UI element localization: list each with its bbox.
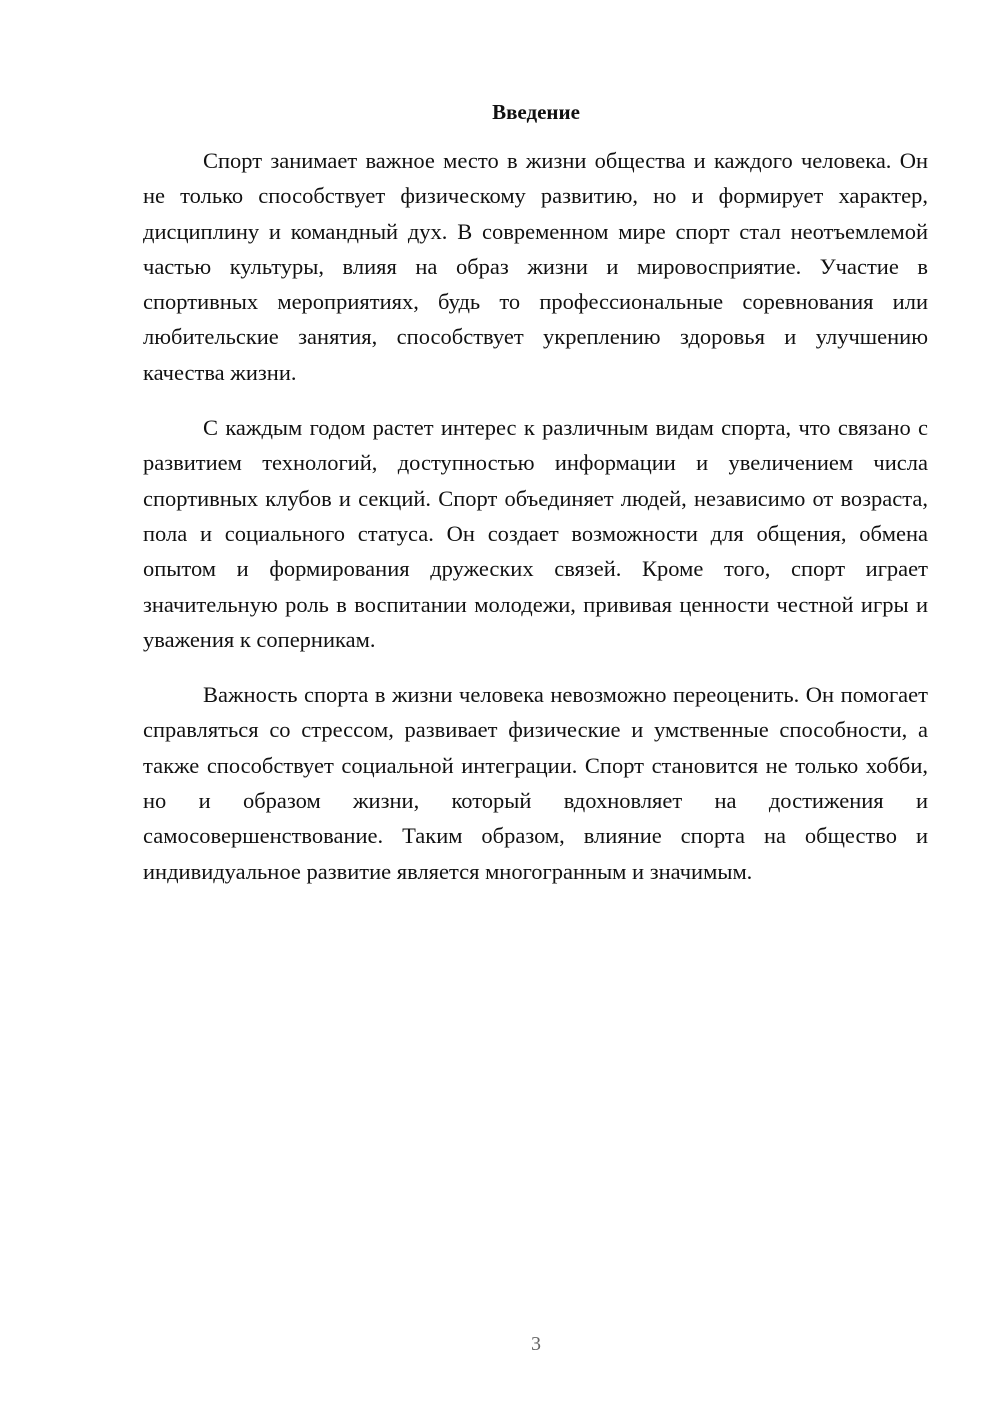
section-heading: Введение [492, 100, 580, 124]
paragraph-3: Важность спорта в жизни человека невозможно переоценить. Он помогает справляться со стрессом, развивает физические и умственные способности, а также способствует социальной интеграции. Спорт становится не только хобби, но и образом жизни, который вдохновляет на достижения и самосовершенствование. Таким образом, влияние спорта на общество и индивидуальное развитие является многогранным и значимым. [143, 682, 928, 884]
paragraph-1: Спорт занимает важное место в жизни общества и каждого человека. Он не только способствует физическому развитию, но и формирует характер, дисциплину и командный дух. В современном мире спорт стал неотъемлемой частью культуры, влияя на образ жизни и мировосприятие. Участие в спортивных мероприятиях, будь то профессиональные соревнования или любительские занятия, способствует укреплению здоровья и улучшению качества жизни. [143, 148, 928, 385]
page-number: 3 [531, 1333, 541, 1355]
body-text [143, 143, 928, 909]
paragraph-2: С каждым годом растет интерес к различным видам спорта, что связано с развитием технологий, доступностью информации и увеличением числа спортивных клубов и секций. Спорт объединяет людей, независимо от возраста, пола и социального статуса. Он создает возможности для общения, обмена опытом и формирования дружеских связей. Кроме того, спорт играет значительную роль в воспитании молодежи, прививая ценности честной игры и уважения к соперникам. [143, 415, 928, 652]
